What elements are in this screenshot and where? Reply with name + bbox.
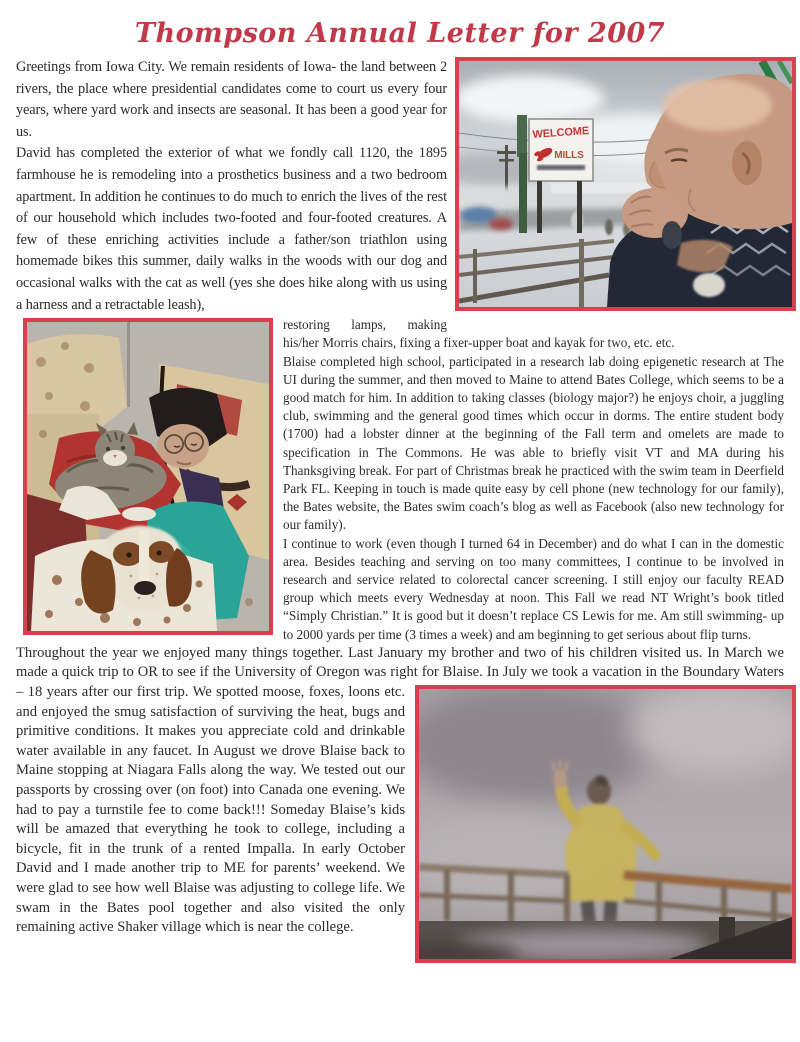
fence-post [473, 249, 477, 303]
power-pole-crossarm [499, 159, 514, 162]
sign-post [537, 181, 542, 233]
dog-eye [156, 551, 161, 556]
paragraph-david-2-text: restoring lamps, making his/her Morris chairs, fixing a fixer-upper boat and kayak for two, etc. etc. [283, 317, 675, 351]
dog-nose [134, 581, 156, 595]
person-figure [605, 219, 613, 235]
cat-eye [121, 446, 125, 450]
held-item [662, 221, 682, 249]
letter-body [16, 57, 784, 938]
paragraph-travel [16, 644, 784, 938]
fence-post [579, 239, 584, 307]
sign-small-text-line [537, 165, 585, 170]
paragraph-greeting [16, 57, 784, 161]
photo-mist-art [419, 689, 792, 959]
paragraph-greeting-text: Greetings from Iowa City. We remain residents of Iowa- the land between 2 rivers, the place where presidential candidates come to court us every four years, where yard work and insects are seasonal. It has been a good year for us. [16, 59, 447, 140]
sign-welcome-text: WELCOME [532, 125, 590, 141]
ear [732, 141, 762, 185]
power-pole-crossarm [497, 151, 516, 154]
photo-niagara-mist [415, 685, 796, 963]
paragraph-work-text: I continue to work (even though I turned 64 in December) and do what I can in the domestic area. Besides teaching and serving on too many committees, I continue to be involved in research and service related to colorectal cancer screening. I still enjoy our faculty READ group which meets every Wednesday at noon. This Fall we read NT Wright’s book titled “Simply Christian.” It is good but it doesn’t replace CS Lewis for me. Am still swimming- up to 2000 yards per time (3 times a week) and am beginning to get serious about flip turns. [283, 535, 784, 642]
paragraph-david-2 [16, 316, 784, 352]
sign-post [577, 181, 582, 233]
sign-green-frame [517, 115, 527, 157]
paragraph-travel-1-text: Throughout the year we enjoyed many things together. Last January my brother and two of his children visited us. In March we made a quick trip to OR to see if the University of Oregon was right for Blaise. In July we took a vacation in the Boundary Waters – 18 years after our first trip. We spotted moose, foxes, [16, 644, 784, 700]
paragraph-travel-2-text: loons etc. and enjoyed the smug satisfaction of surviving the heat, bugs and primitive conditions. It makes you appreciate cold and drinkable water available in any faucet. In August we drove Blaise back to Maine stopping at Niagara Falls along the way. We tested out our passports by crossing over (on foot) into Canada one evening. We had to pay a turnstile fee to come back!!! Someday Blaise’s kids will be amazed that everything he took to college, including a bicycle, fit in the trunk of a rented Impalla. In early October David and I made another trip to ME for parents’ weekend. We were glad to see how well Blaise was adjusting to college life. We swam in the Bates pool together and also visited the only remaining active Shaker village which is near the college. [16, 683, 405, 936]
cat-eye [106, 447, 110, 451]
dog-eye [126, 553, 131, 558]
paragraph-blaise-text: Blaise completed high school, participated in a research lab doing epigenetic research at The UI during the summer, and then moved to Maine to attend Bates College, which seems to be a good match for him. In addition to taking classes (biology major?) he enjoys choir, a juggling club, swimming and the general good times which occur in dorms. The entire student body (1700) had a lobster dinner at the beginning of the Fall term and omelets are made to specification in The Commons. He was able to briefly visit VT and MA during his Thanksgiving break. For part of Christmas break he practiced with the swim team in Deerfield Park FL. Keeping in touch is made quite easy by cell phone (new technology for our family), the Bates website, the Bates swim coach’s blog as well as Facebook (also new technology for our family). [283, 353, 784, 533]
sign-mills-text: MILLS [554, 150, 584, 161]
collar-patch [693, 273, 725, 297]
cloud [459, 75, 604, 123]
head-highlight [662, 79, 772, 131]
paragraph-david-1-text: David has completed the exterior of what we fondly call 1120, the 1895 farmhouse he is remodeling into a prosthetics business and a two bedroom apartment. In addition he continues to do much to enrich the lives of the rest of our household which includes two-footed and four-footed creatures. A few of these enriching activities include a father/son triathlon using homemade bikes this summer, daily walks in the woods with our dog and occasional walks with the cat as well (yes she does hike along with us using a harness and a retractable leash), [16, 145, 447, 313]
wall-corner [127, 322, 130, 407]
page-title: Thompson Annual Letter for 2007 [134, 18, 666, 49]
sign-green-post [519, 153, 527, 233]
cat-white-paw [122, 507, 156, 521]
dog-blaze [139, 530, 149, 582]
photo-couch-art [27, 322, 269, 631]
photo-david-profile [455, 57, 796, 311]
photo-david-art [459, 61, 792, 307]
red-tent [489, 218, 513, 230]
photo-cat-dog-couch [23, 318, 273, 635]
